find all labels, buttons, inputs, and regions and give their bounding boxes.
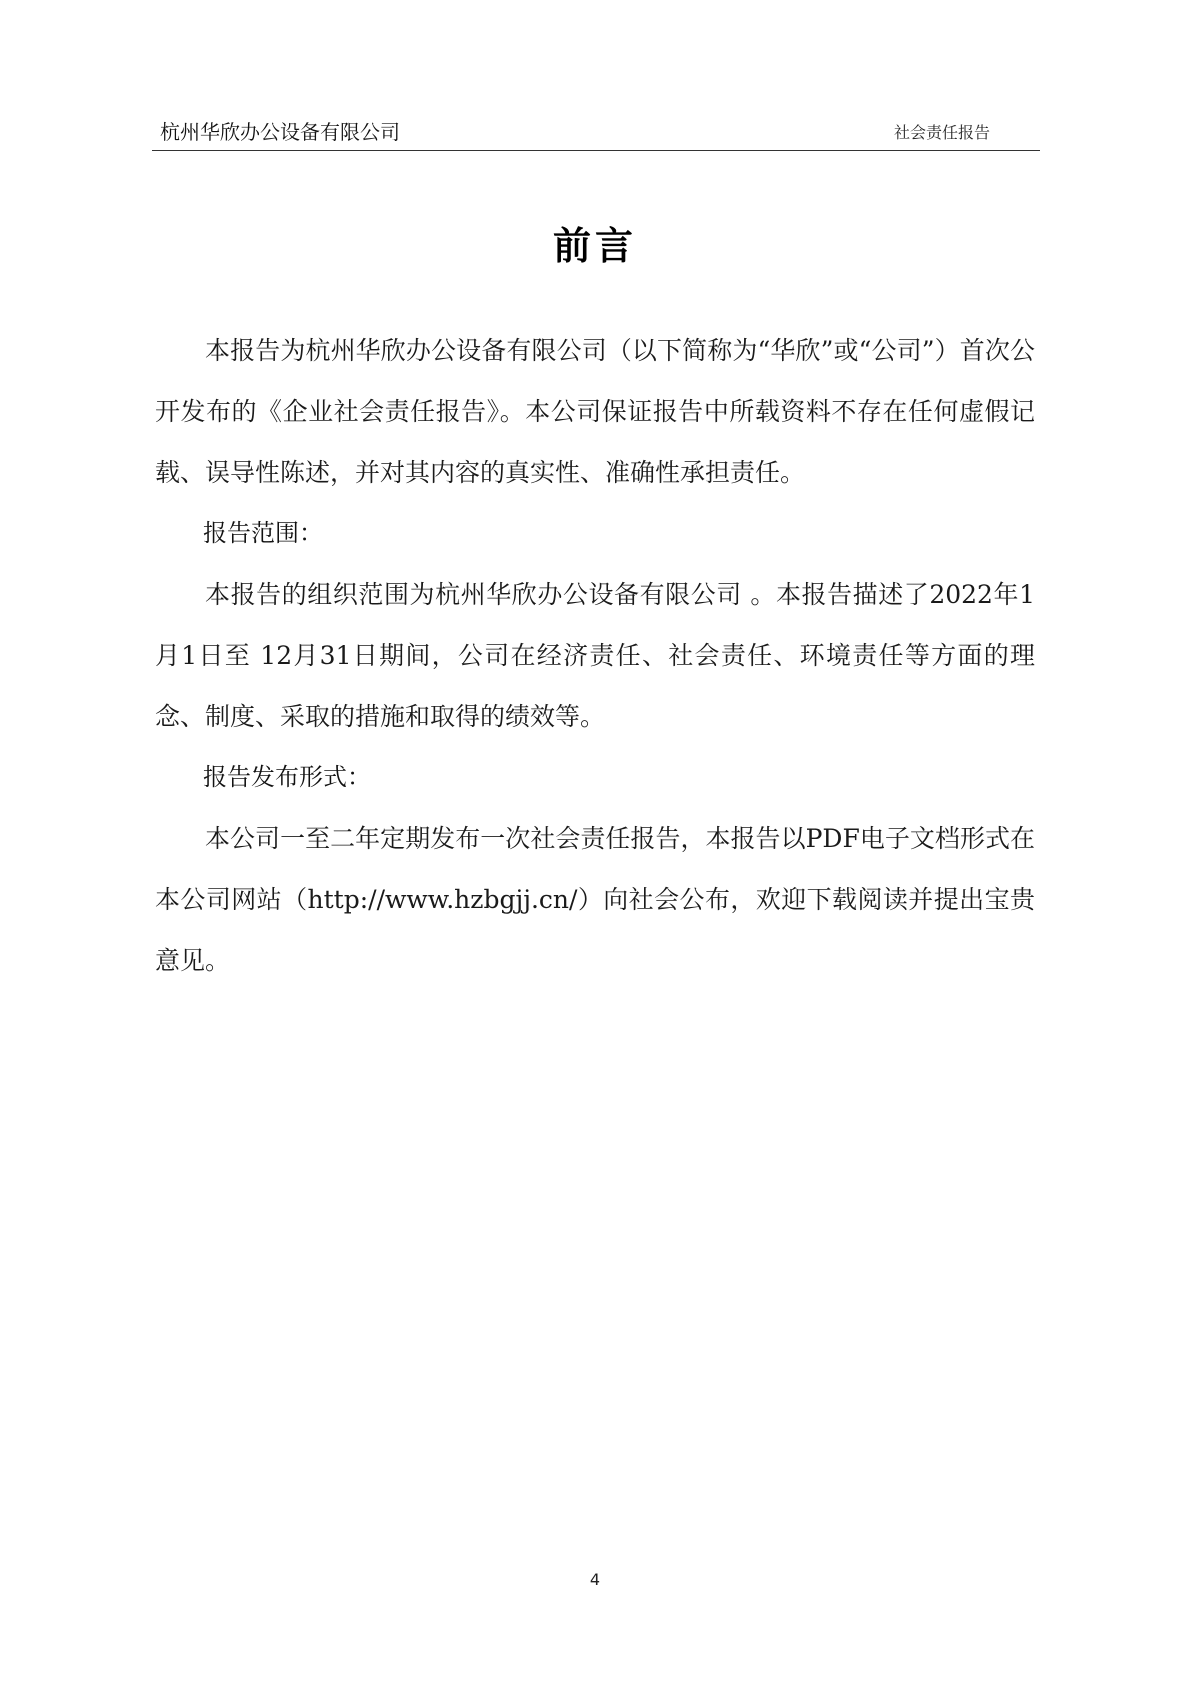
report-type-label: 社会责任报告 bbox=[893, 123, 990, 142]
format-heading: 报告发布形式： bbox=[203, 763, 371, 791]
scope-paragraph: 本报告的组织范围为杭州华欣办公设备有限公司 。本报告描述了2022年1月1日至 12月31日期间，公司在经济责任、社会责任、环境责任等方面的理念、制度、采取的措施和取得的绩效等。 bbox=[155, 580, 1035, 731]
intro-paragraph: 本报告为杭州华欣办公设备有限公司（以下简称为“华欣”或“公司”）首次公开发布的《企业社会责任报告》。本公司保证报告中所载资料不存在任何虚假记载、误导性陈述，并对其内容的真实性、准确性承担责任。 bbox=[155, 336, 1035, 487]
page-title: 前言 bbox=[552, 224, 637, 268]
document-body bbox=[155, 320, 1035, 991]
page-number: 4 bbox=[589, 1570, 601, 1589]
company-name: 杭州华欣办公设备有限公司 bbox=[160, 120, 400, 144]
format-paragraph: 本公司一至二年定期发布一次社会责任报告，本报告以PDF电子文档形式在本公司网站（http://www.hzbgjj.cn/）向社会公布，欢迎下载阅读并提出宝贵意见。 bbox=[155, 824, 1035, 975]
page-header bbox=[152, 108, 1040, 151]
scope-heading: 报告范围： bbox=[203, 519, 323, 547]
